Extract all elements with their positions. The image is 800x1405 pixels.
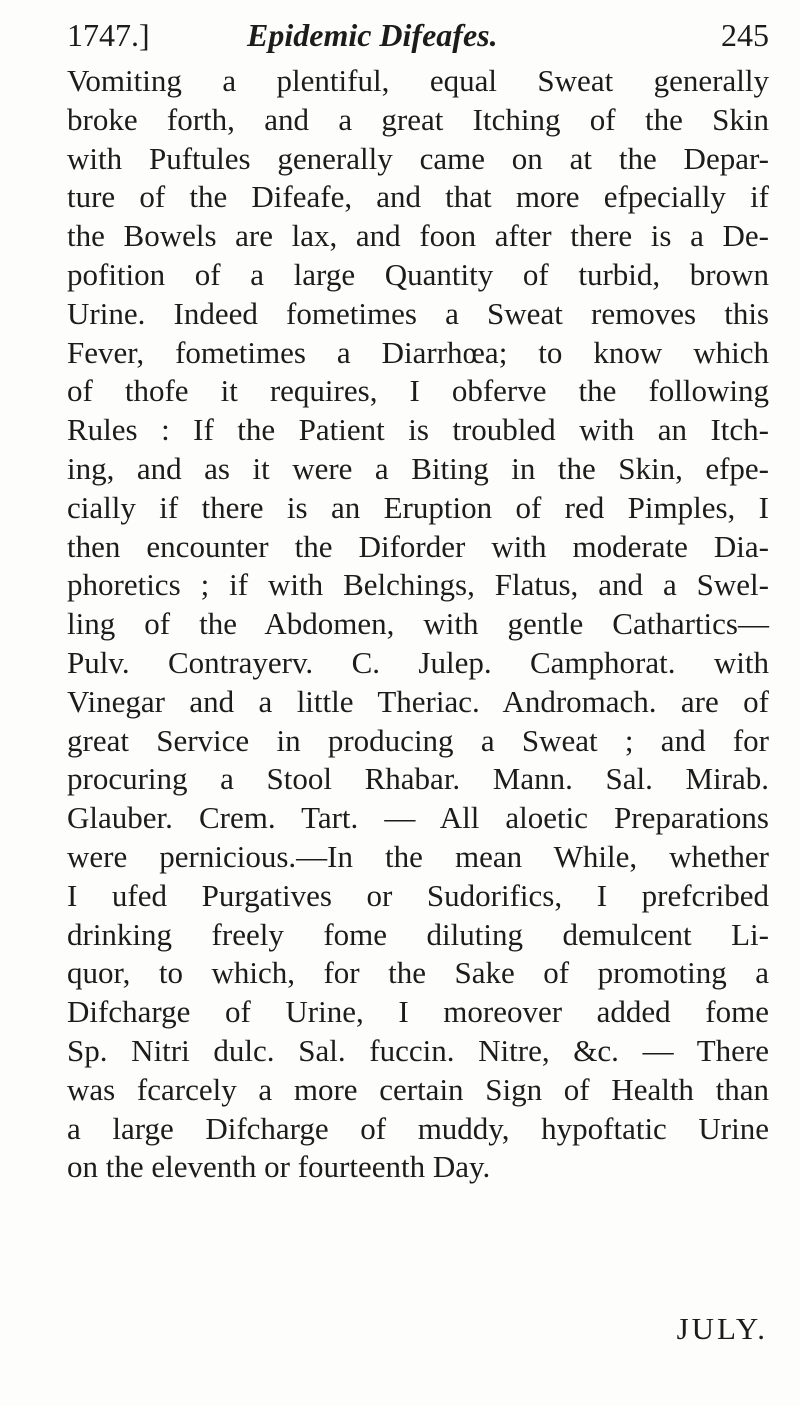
text-line: a large Difcharge of muddy, hypoftatic Urine	[67, 1110, 769, 1146]
text-line: Glauber. Crem. Tart. — All aloetic Preparations	[67, 800, 769, 836]
text-line: on the eleventh or fourteenth Day.	[67, 1149, 491, 1185]
text-line: Vinegar and a little Theriac. Andromach. are of	[67, 683, 769, 719]
text-line: Fever, fometimes a Diarrhœa; to know which	[67, 334, 769, 370]
running-title: Epidemic Difeafes.	[247, 17, 498, 53]
text-line: procuring a Stool Rhabar. Mann. Sal. Mirab.	[67, 761, 769, 797]
text-line: Rules : If the Patient is troubled with an Itch-	[67, 412, 769, 448]
body-text	[67, 62, 769, 1187]
text-line: was fcarcely a more certain Sign of Health than	[67, 1071, 769, 1107]
text-line: I ufed Purgatives or Sudorifics, I prefcribed	[67, 877, 769, 913]
text-line: Difcharge of Urine, I moreover added fome	[67, 994, 769, 1030]
text-line: then encounter the Diforder with moderate Dia-	[67, 528, 769, 564]
text-line: Pulv. Contrayerv. C. Julep. Camphorat. with	[67, 644, 769, 680]
text-line: were pernicious.—In the mean While, whether	[67, 838, 769, 874]
text-line: pofition of a large Quantity of turbid, brown	[67, 256, 769, 292]
text-line: ling of the Abdomen, with gentle Cathartics—	[67, 606, 769, 642]
text-line: phoretics ; if with Belchings, Flatus, and a Swel-	[67, 567, 769, 603]
text-line: quor, to which, for the Sake of promoting a	[67, 955, 769, 991]
text-line: the Bowels are lax, and foon after there is a De-	[67, 218, 769, 254]
text-line: with Puftules generally came on at the Depar-	[67, 140, 769, 176]
header-year: 1747.]	[67, 17, 150, 53]
page-header	[67, 10, 769, 60]
text-line: ture of the Difeafe, and that more efpecially if	[67, 179, 769, 215]
text-line: great Service in producing a Sweat ; and for	[67, 722, 769, 758]
text-line: cially if there is an Eruption of red Pimples, I	[67, 489, 769, 525]
text-line: ing, and as it were a Biting in the Skin, efpe-	[67, 450, 769, 486]
text-line: Sp. Nitri dulc. Sal. fuccin. Nitre, &c. — There	[67, 1032, 769, 1068]
text-line: Vomiting a plentiful, equal Sweat generally	[67, 63, 769, 98]
text-line: Urine. Indeed fometimes a Sweat removes this	[67, 295, 769, 331]
catchword: JULY.	[676, 1311, 768, 1346]
text-line: broke forth, and a great Itching of the Skin	[67, 101, 769, 137]
text-line: drinking freely fome diluting demulcent Li-	[67, 916, 769, 952]
text-line: of thofe it requires, I obferve the following	[67, 373, 769, 409]
page-number: 245	[721, 17, 769, 53]
